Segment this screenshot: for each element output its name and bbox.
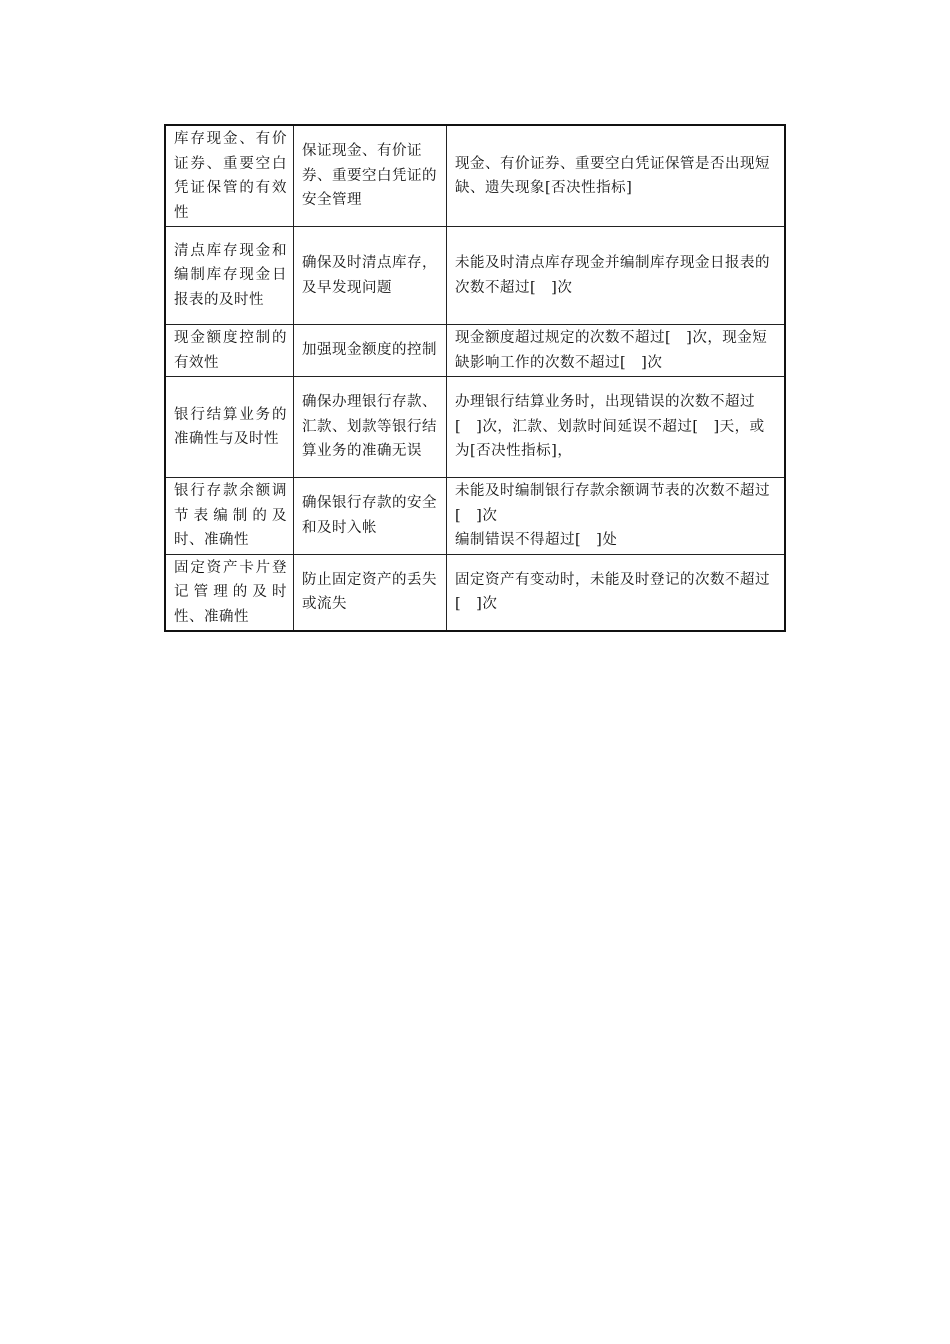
assessment-item-cell: 清点库存现金和编制库存现金日报表的及时性 <box>165 227 294 325</box>
assessment-item-cell: 库存现金、有价证券、重要空白凭证保管的有效性 <box>165 125 294 227</box>
goal-cell: 确保银行存款的安全和及时入帐 <box>294 478 447 555</box>
table-row <box>165 125 785 227</box>
indicator-cell: 现金额度超过规定的次数不超过[ ]次，现金短缺影响工作的次数不超过[ ]次 <box>447 325 786 377</box>
goal-cell: 确保办理银行存款、汇款、划款等银行结算业务的准确无误 <box>294 377 447 478</box>
indicator-cell: 未能及时清点库存现金并编制库存现金日报表的次数不超过[ ]次 <box>447 227 786 325</box>
indicator-cell <box>447 478 786 555</box>
table-row <box>165 478 785 555</box>
goal-cell: 确保及时清点库存，及早发现问题 <box>294 227 447 325</box>
goal-cell: 保证现金、有价证券、重要空白凭证的安全管理 <box>294 125 447 227</box>
assessment-item-cell: 固定资产卡片登记管理的及时性、准确性 <box>165 554 294 631</box>
assessment-item-cell: 银行结算业务的准确性与及时性 <box>165 377 294 478</box>
table-row <box>165 227 785 325</box>
goal-cell: 防止固定资产的丢失或流失 <box>294 554 447 631</box>
indicator-cell: 现金、有价证券、重要空白凭证保管是否出现短缺、遗失现象[否决性指标] <box>447 125 786 227</box>
table-row <box>165 377 785 478</box>
table-row <box>165 325 785 377</box>
kpi-table <box>164 124 786 632</box>
indicator-line: 未能及时编制银行存款余额调节表的次数不超过[ ]次 <box>455 483 770 524</box>
assessment-item-cell: 银行存款余额调节表编制的及时、准确性 <box>165 478 294 555</box>
goal-cell: 加强现金额度的控制 <box>294 325 447 377</box>
table-row <box>165 554 785 631</box>
assessment-item-cell: 现金额度控制的有效性 <box>165 325 294 377</box>
indicator-cell: 办理银行结算业务时，出现错误的次数不超过[ ]次，汇款、划款时间延误不超过[ ]天，或为[否决性指标]， <box>447 377 786 478</box>
indicator-cell: 固定资产有变动时，未能及时登记的次数不超过[ ]次 <box>447 554 786 631</box>
indicator-line: 编制错误不得超过[ ]处 <box>455 532 618 548</box>
